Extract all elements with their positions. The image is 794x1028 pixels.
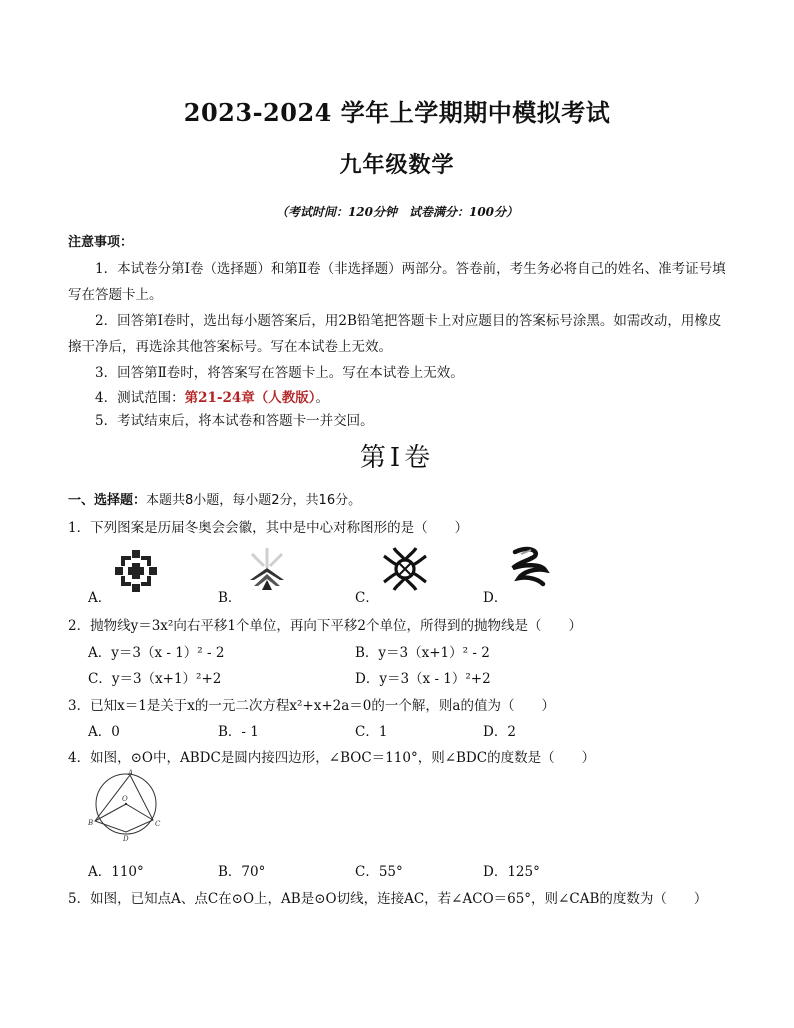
notice-item-4-suffix: 。 (315, 390, 330, 406)
notice-item-5: 5．考试结束后，将本试卷和答题卡一并交回。 (95, 413, 374, 429)
question-3-stem: 3．已知x＝1是关于x的一元二次方程x²+x+2a＝0的一个解，则a的值为（ ） (68, 698, 555, 714)
section-heading (68, 489, 361, 508)
olympic-emblem-a-icon (113, 548, 159, 594)
question-5-stem: 5．如图，已知点A、点C在⊙O上，AB是⊙O切线，连接AC，若∠ACO＝65°，则∠CAB的度数为（ ） (68, 891, 708, 907)
notice-item-3: 3．回答第Ⅱ卷时，将答案写在答题卡上。写在本试卷上无效。 (95, 365, 464, 381)
question-1-stem: 1．下列图案是历届冬奥会会徽，其中是中心对称图形的是（ ） (68, 520, 469, 536)
notice-item-2: 2．回答第Ⅰ卷时，选出每小题答案后，用2B铅笔把答题卡上对应题目的答案标号涂黑。如需改动，用橡皮擦干净后，再选涂其他答案标号。写在本试卷上无效。 (68, 313, 722, 355)
question-1-option-a: A． (88, 590, 112, 606)
question-2-stem: 2．抛物线y＝3x²向右平移1个单位，再向下平移2个单位，所得到的抛物线是（ ） (68, 618, 583, 634)
question-3-option-b: B．- 1 (218, 724, 259, 740)
figure-label-c: C (155, 820, 161, 828)
notice-item-4-range: 第21-24章（人教版） (184, 390, 316, 406)
question-2-option-d: D．y＝3（x - 1）²+2 (355, 671, 491, 687)
question-1-option-d: D． (483, 590, 508, 606)
question-4-option-b: B．70° (218, 864, 266, 880)
question-1-option-b: B． (218, 590, 242, 606)
olympic-emblem-d-icon (505, 544, 551, 590)
question-3-option-a: A．0 (88, 724, 120, 740)
volume-title: 第Ⅰ卷 (359, 443, 435, 473)
olympic-emblem-b-icon (244, 546, 290, 592)
figure-label-a: A (128, 769, 134, 777)
question-4-stem: 4．如图，⊙O中，ABDC是圆内接四边形，∠BOC＝110°，则∠BDC的度数是（ ） (68, 750, 596, 766)
notice-heading: 注意事项： (68, 235, 134, 250)
exam-subject: 九年级数学 (339, 152, 455, 178)
question-4-option-c: C．55° (355, 864, 403, 880)
question-4-option-d: D．125° (483, 864, 540, 880)
question-3-option-c: C．1 (355, 724, 388, 740)
question-1-option-c: C． (355, 590, 379, 606)
section-desc: 本题共8小题，每小题2分，共16分。 (146, 493, 362, 508)
section-label: 一、选择题： (68, 493, 147, 508)
figure-label-b: B (88, 819, 94, 827)
notice-item-4-prefix: 4．测试范围： (95, 390, 185, 406)
circle-quadrilateral-figure (86, 768, 166, 844)
notice-item-1: 1．本试卷分第Ⅰ卷（选择题）和第Ⅱ卷（非选择题）两部分。答卷前，考生务必将自己的姓名、准考证号填写在答题卡上。 (68, 261, 726, 303)
figure-label-o: O (122, 795, 128, 803)
figure-label-d: D (123, 835, 129, 843)
exam-title: 2023-2024 学年上学期期中模拟考试 (183, 98, 611, 127)
question-2-option-a: A．y＝3（x - 1）² - 2 (88, 645, 225, 661)
olympic-emblem-c-icon (382, 546, 428, 592)
question-3-option-d: D．2 (483, 724, 516, 740)
question-2-option-b: B．y＝3（x+1）² - 2 (355, 645, 490, 661)
question-2-option-c: C．y＝3（x+1）²+2 (88, 671, 222, 687)
exam-meta: （考试时间：120分钟 试卷满分：100分） (275, 205, 519, 219)
question-4-option-a: A．110° (88, 864, 144, 880)
